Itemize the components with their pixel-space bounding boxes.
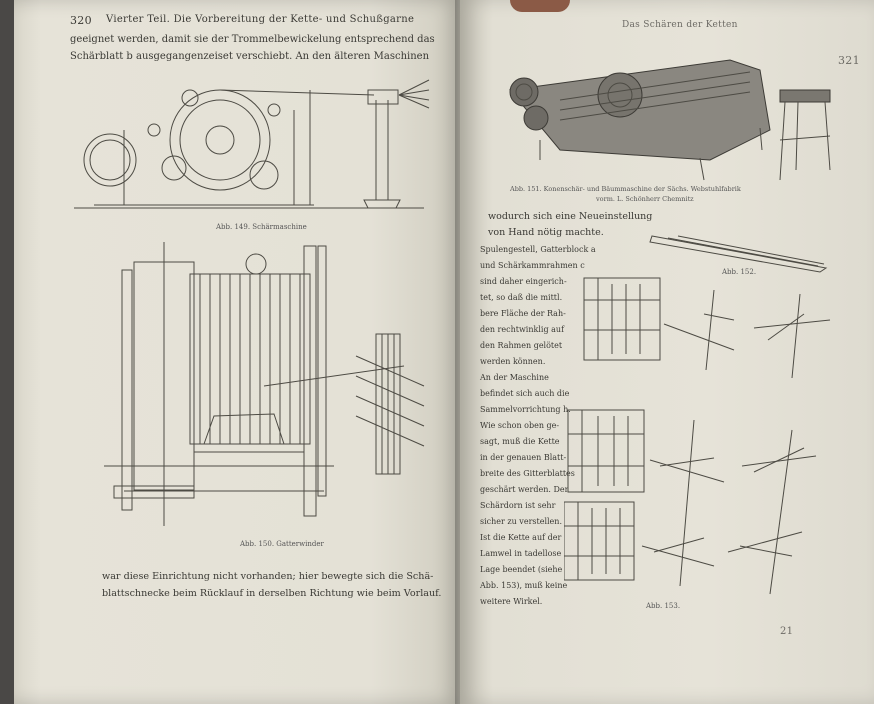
column-line: sagt, muß die Kette bbox=[480, 437, 560, 446]
column-line: geschärt werden. Der bbox=[480, 485, 569, 494]
creel-frame-figure bbox=[104, 236, 434, 536]
column-line: bere Fläche der Rah- bbox=[480, 309, 566, 318]
column-line: Lamwel in tadellose bbox=[480, 549, 562, 558]
column-line: Abb. 153), muß keine bbox=[480, 581, 568, 590]
column-line: befindet sich auch die bbox=[480, 389, 570, 398]
column-line: sicher zu verstellen. bbox=[480, 517, 562, 526]
right-text-line-1: wodurch sich eine Neueinstellung bbox=[488, 211, 653, 222]
column-line: An der Maschine bbox=[480, 373, 549, 382]
right-page bbox=[460, 0, 874, 704]
column-line: Spulengestell, Gatterblock a bbox=[480, 245, 596, 254]
left-bottom-line-1: war diese Einrichtung nicht vorhanden; hier bewegte sich die Schä- bbox=[102, 571, 434, 582]
signature-mark: 21 bbox=[780, 626, 794, 637]
column-line: Sammelvorrichtung h. bbox=[480, 405, 571, 414]
column-line: breite des Gitterblattes bbox=[480, 469, 575, 478]
column-line: Wie schon oben ge- bbox=[480, 421, 560, 430]
column-line: Ist die Kette auf der bbox=[480, 533, 562, 542]
right-running-head: Das Schären der Ketten bbox=[622, 20, 738, 30]
figure-153-caption: Abb. 153. bbox=[646, 602, 681, 610]
column-line: Schärdorn ist sehr bbox=[480, 501, 556, 510]
reed-comb-figure bbox=[648, 224, 834, 274]
figure-150-caption: Abb. 150. Gatterwinder bbox=[240, 540, 324, 548]
right-page-number: 321 bbox=[838, 54, 860, 67]
left-text-line-1: geeignet werden, damit sie der Trommelbewickelung entsprechend das bbox=[70, 34, 435, 45]
column-line: weitere Wirkel. bbox=[480, 597, 543, 606]
column-line: den rechtwinklig auf bbox=[480, 325, 565, 334]
figure-151-caption-2: vorm. L. Schönherr Chemnitz bbox=[596, 195, 694, 203]
left-page bbox=[14, 0, 460, 704]
left-text-line-2: Schärblatt b ausgegangenzeiset verschiebt. An den älteren Maschinen bbox=[70, 51, 430, 62]
column-line: werden können. bbox=[480, 357, 546, 366]
cone-warping-machine-figure bbox=[500, 40, 840, 190]
warping-machine-figure bbox=[74, 70, 434, 220]
figure-149-caption: Abb. 149. Schärmaschine bbox=[216, 223, 307, 231]
figure-152-caption: Abb. 152. bbox=[722, 268, 757, 276]
column-line: und Schärkammrahmen c bbox=[480, 261, 585, 270]
left-bottom-line-2: blattschnecke beim Rücklauf in derselben Richtung wie beim Vorlauf. bbox=[102, 588, 442, 599]
figure-151-caption-1: Abb. 151. Konenschär- und Bäummaschine der Sächs. Webstuhlfabrik bbox=[510, 185, 741, 193]
winder-frames-figure bbox=[564, 270, 864, 600]
column-line: den Rahmen gelötet bbox=[480, 341, 563, 350]
column-line: tet, so daß die mittl. bbox=[480, 293, 563, 302]
left-page-number: 320 bbox=[70, 14, 92, 27]
finger-holding-page bbox=[510, 0, 570, 12]
column-line: sind daher eingerich- bbox=[480, 277, 567, 286]
right-text-line-2: von Hand nötig machte. bbox=[488, 227, 604, 238]
column-line: Lage beendet (siehe bbox=[480, 565, 563, 574]
column-line: in der genauen Blatt- bbox=[480, 453, 567, 462]
left-running-head: Vierter Teil. Die Vorbereitung der Kette- und Schußgarne bbox=[106, 14, 415, 25]
